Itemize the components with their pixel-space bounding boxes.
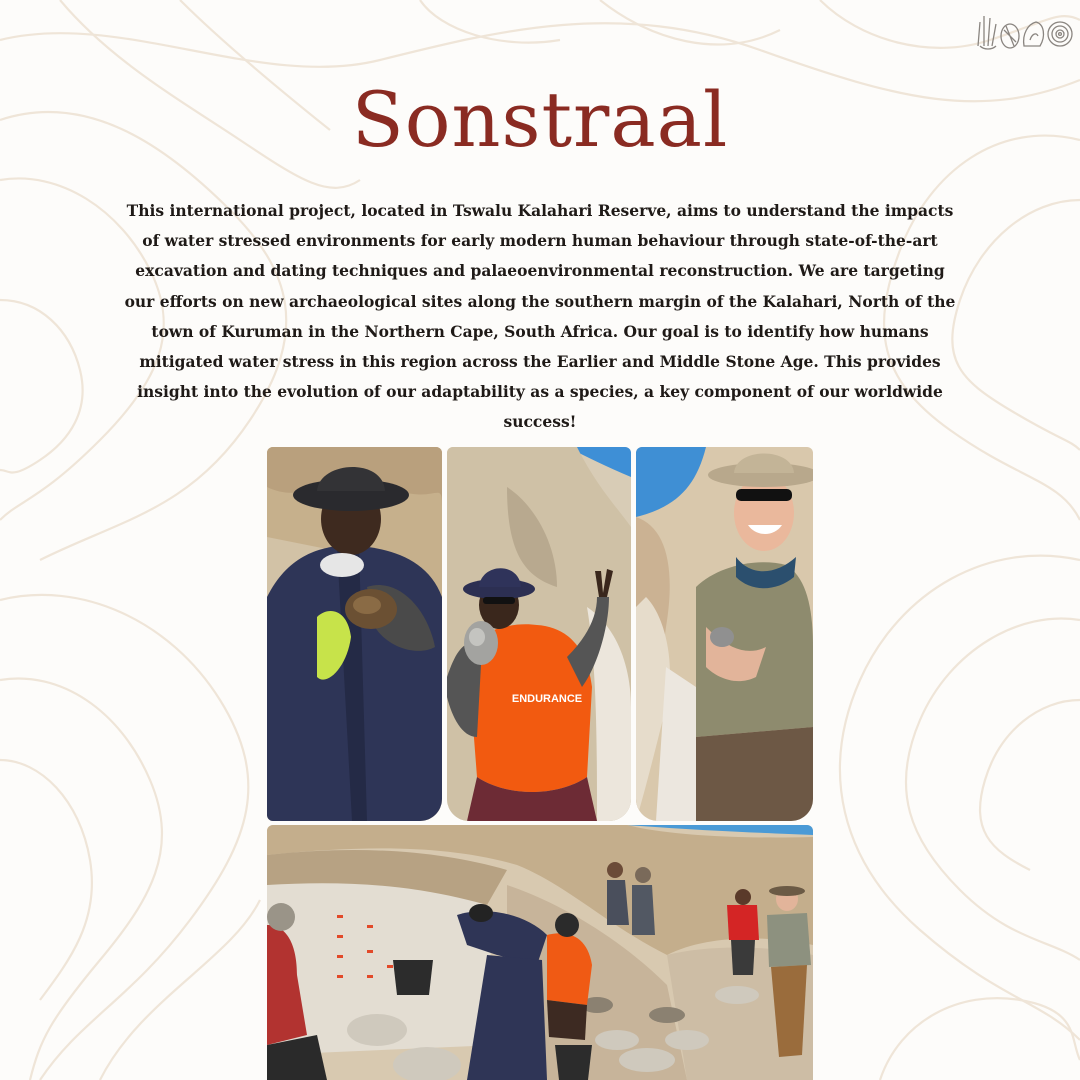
photo-researcher-with-hat [636,447,813,821]
photo-excavation-site-team [267,825,813,1080]
project-description: This international project, located in Tswalu Kalahari Reserve, aims to understand the impacts of water stressed environments for early modern human behaviour through state-of-the-art excavation and dating techniques and palaeoenvironmental reconstruction. We are targeting our efforts on new archaeological sites along the southern margin of the Kalahari, North of the town of Kuruman in the Northern Cape, South Africa. Our goal is to identify how humans mitigated water stress in this region across the Earlier and Middle Stone Age. This provides insight into the evolution of our adaptability as a species, a key component of our worldwide success! [124,201,956,432]
rock-art-hands-logo-icon [974,6,1074,52]
photo-excavator-orange-shirt [447,447,631,821]
page-title: Sonstraal [351,75,729,164]
shirt-text: ENDURANCE [511,693,583,705]
photo-excavator-holding-rock [267,447,442,821]
